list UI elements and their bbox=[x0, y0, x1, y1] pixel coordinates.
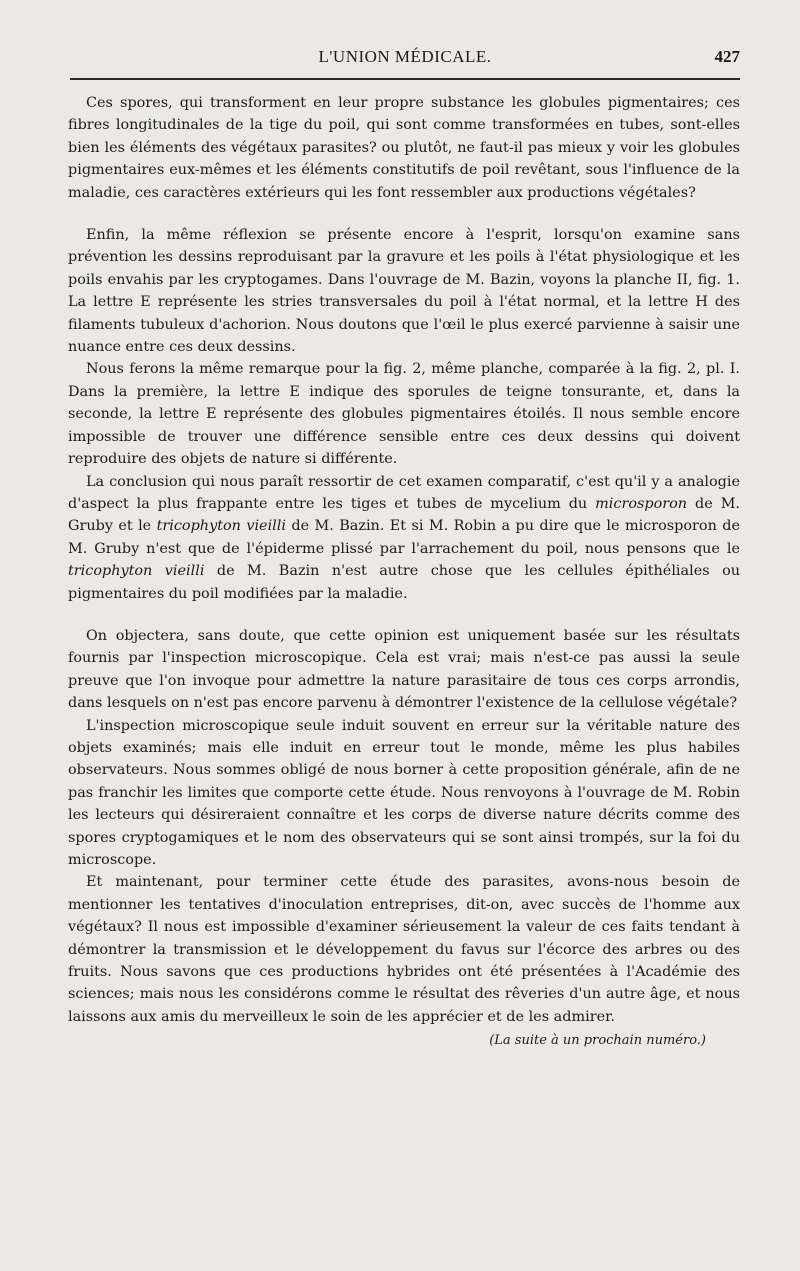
paragraph-2: Enfin, la même réflexion se présente encore à l'esprit, lorsqu'on examine sans prévention les dessins reproduisant par la gravure et les poils à l'état physiologique et les poils envahis par les cryptogames. Dans l'ouvrage de M. Bazin, voyons la planche II, fig. 1. La lettre E représente les stries transversales du poil à l'état normal, et la lettre H des filaments tubuleux d'achorion. Nous doutons que l'œil le plus exercé parvienne à saisir une nuance entre ces deux dessins. bbox=[68, 227, 740, 356]
term-tricophyton-2: tricophyton vieilli bbox=[68, 563, 205, 580]
paragraph-1: Ces spores, qui transforment en leur propre substance les globules pigmentaires; ces fibres longitudinales de la tige du poil, qui sont comme transformées en tubes, sont-elles bien les éléments des végétaux parasites? ou plutôt, ne faut-il pas mieux y voir les globules pigmentaires eux-mêmes et les éléments constitutifs de poil revêtant, sous l'influence de la maladie, ces caractères extérieurs qui les font ressembler aux productions végétales? bbox=[68, 95, 740, 201]
page-number: 427 bbox=[714, 47, 740, 66]
header-rule bbox=[70, 78, 740, 80]
paragraph-4-part-4: de M. Bazin n'est autre chose que les cellules épithéliales ou pigmentaires du poil modifiées par la maladie. bbox=[68, 563, 740, 602]
page-header bbox=[70, 47, 740, 75]
term-tricophyton-1: tricophyton vieilli bbox=[156, 518, 286, 535]
paragraph-4-part-1: La conclusion qui nous paraît ressortir de cet examen comparatif, c'est qu'il y a analogie d'aspect la plus frappante entre les tiges et tubes de mycelium du bbox=[68, 473, 740, 512]
article-body bbox=[68, 92, 740, 1053]
paragraph-4-part-3: de M. Bazin. Et si M. Robin a pu dire que le microsporon de M. Gruby n'est que de l'épiderme plissé par l'arrachement du poil, nous pensons que le bbox=[68, 518, 740, 557]
paragraph-4 bbox=[68, 471, 740, 605]
paragraph-4-part-2: de M. Gruby et le bbox=[68, 495, 741, 535]
paragraph-3: Nous ferons la même remarque pour la fig. 2, même planche, comparée à la fig. 2, pl. I. Dans la première, la lettre E indique des sporules de teigne tonsurante, et, dans la seconde, la lettre E représente des globules pigmentaires étoilés. Il nous semble encore impossible de trouver une différence sensible entre ces deux dessins qui doivent reproduire des objets de nature si différente. bbox=[68, 361, 740, 468]
term-microsporon: microsporon bbox=[595, 495, 688, 512]
paragraph-7: Et maintenant, pour terminer cette étude des parasites, avons-nous besoin de mentionner les tentatives d'inoculation entreprises, dit-on, avec succès de l'homme aux végétaux? Il nous est impossible d'examiner sérieusement la valeur de ces faits tendant à démontrer la transmission et le développement du favus sur l'écorce des arbres ou des fruits. Nous savons que ces productions hybrides ont été présentées à l'Académie des sciences; mais nous les considérons comme le résultat des rêveries d'un autre âge, et nous laissons aux amis du merveilleux le soin de les apprécier et de les admirer. bbox=[68, 874, 740, 1025]
running-title: L'UNION MÉDICALE. bbox=[318, 47, 492, 66]
paragraph-6: L'inspection microscopique seule induit souvent en erreur sur la véritable nature des objets examinés; mais elle induit en erreur tout le monde, même les plus habiles observateurs. Nous sommes obligé de nous borner à cette proposition générale, afin de ne pas franchir les limites que comporte cette étude. Nous renvoyons à l'ouvrage de M. Robin les lecteurs qui désireraient connaître et les corps de diverse nature décrits comme des spores cryptogamiques et le nom des observateurs qui se sont ainsi trompés, sur la foi du microscope. bbox=[68, 717, 740, 868]
paragraph-5: On objectera, sans doute, que cette opinion est uniquement basée sur les résultats fournis par l'inspection microscopique. Cela est vrai; mais n'est-ce pas aussi la seule preuve que l'on invoque pour admettre la nature parasitaire de tous ces corps arrondis, dans lesquels on n'est pas encore parvenu à démontrer l'existence de la cellulose végétale? bbox=[68, 627, 740, 712]
continued-note: (La suite à un prochain numéro.) bbox=[489, 1033, 706, 1049]
